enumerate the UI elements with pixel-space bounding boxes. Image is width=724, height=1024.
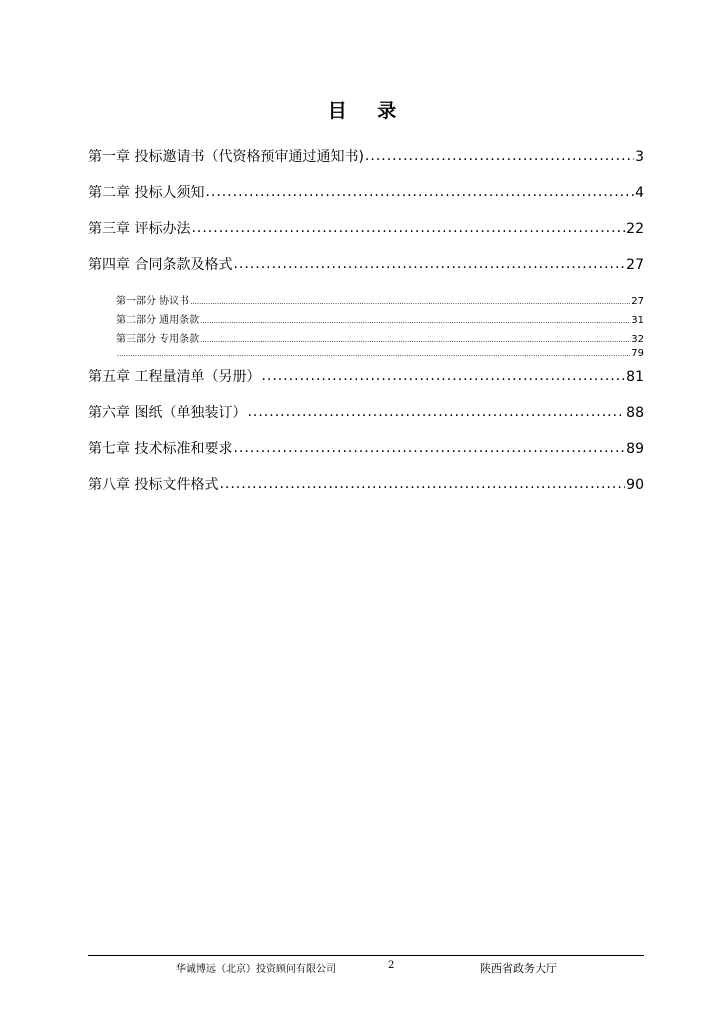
toc-entry-chapter-5[interactable] [88,366,644,386]
toc-entry-page: 89 [626,441,644,457]
toc-entry-chapter-7[interactable] [88,438,644,458]
toc-entry-label: 第七章 技术标准和要求 [88,441,233,457]
toc-entry-label: 第一部分 协议书 [116,296,190,307]
toc-entry-page: 4 [635,185,644,201]
leader-dots [233,256,625,272]
toc-entry-chapter-4[interactable] [88,254,644,274]
toc-entry-label: 第二部分 通用条款 [116,315,200,326]
toc-entry-label: 第二章 投标人须知 [88,185,205,201]
toc-entry-chapter-8[interactable] [88,474,644,494]
toc-entry-page: 22 [626,221,644,237]
toc-entry-label: 第五章 工程量清单（另册） [88,369,261,385]
toc-title: 目 录 [327,100,409,122]
footer-organization: 陕西省政务大厅 [480,962,557,975]
toc-entry-label: 第六章 图纸（单独装订） [88,405,247,421]
leader-dots [190,298,630,306]
toc-entry-page: 27 [626,257,644,273]
toc-entry-chapter-6[interactable] [88,402,644,422]
toc-entry-page: 81 [626,369,644,385]
leader-dots [117,350,630,358]
toc-entry-label: 第三章 评标办法 [88,221,191,237]
leader-dots [191,220,625,236]
leader-dots [365,148,634,164]
toc-entry-chapter-3[interactable] [88,218,644,238]
toc-entry-part-2[interactable] [116,311,644,326]
leader-dots [200,317,630,325]
footer-company: 华诚博远（北京）投资顾问有限公司 [176,964,336,975]
toc-entry-part-1[interactable] [116,292,644,307]
toc-entry-page: 3 [635,149,644,165]
toc-entry-page: 31 [631,315,644,326]
toc-entry-page: 90 [626,477,644,493]
leader-dots [233,440,625,456]
toc-entry-label: 第八章 投标文件格式 [88,477,219,493]
toc-entry-label: 第四章 合同条款及格式 [88,257,233,273]
leader-dots [247,404,625,420]
footer-divider [88,955,644,956]
toc-entry-page: 79 [631,348,644,359]
toc-entry-label: 第三部分 专用条款 [116,334,200,345]
toc-entry-chapter-1[interactable] [88,146,644,166]
toc-entry-blank[interactable] [116,348,644,359]
toc-entry-page: 88 [626,405,644,421]
leader-dots [261,368,625,384]
leader-dots [205,184,634,200]
toc-entry-page: 27 [631,296,644,307]
footer-page-number: 2 [388,960,395,971]
leader-dots [200,336,630,344]
toc-entry-part-3[interactable] [116,330,644,345]
leader-dots [219,476,625,492]
toc-entry-chapter-2[interactable] [88,182,644,202]
toc-entry-page: 32 [631,334,644,345]
toc-entry-label: 第一章 投标邀请书（代资格预审通过通知书) [88,149,364,165]
